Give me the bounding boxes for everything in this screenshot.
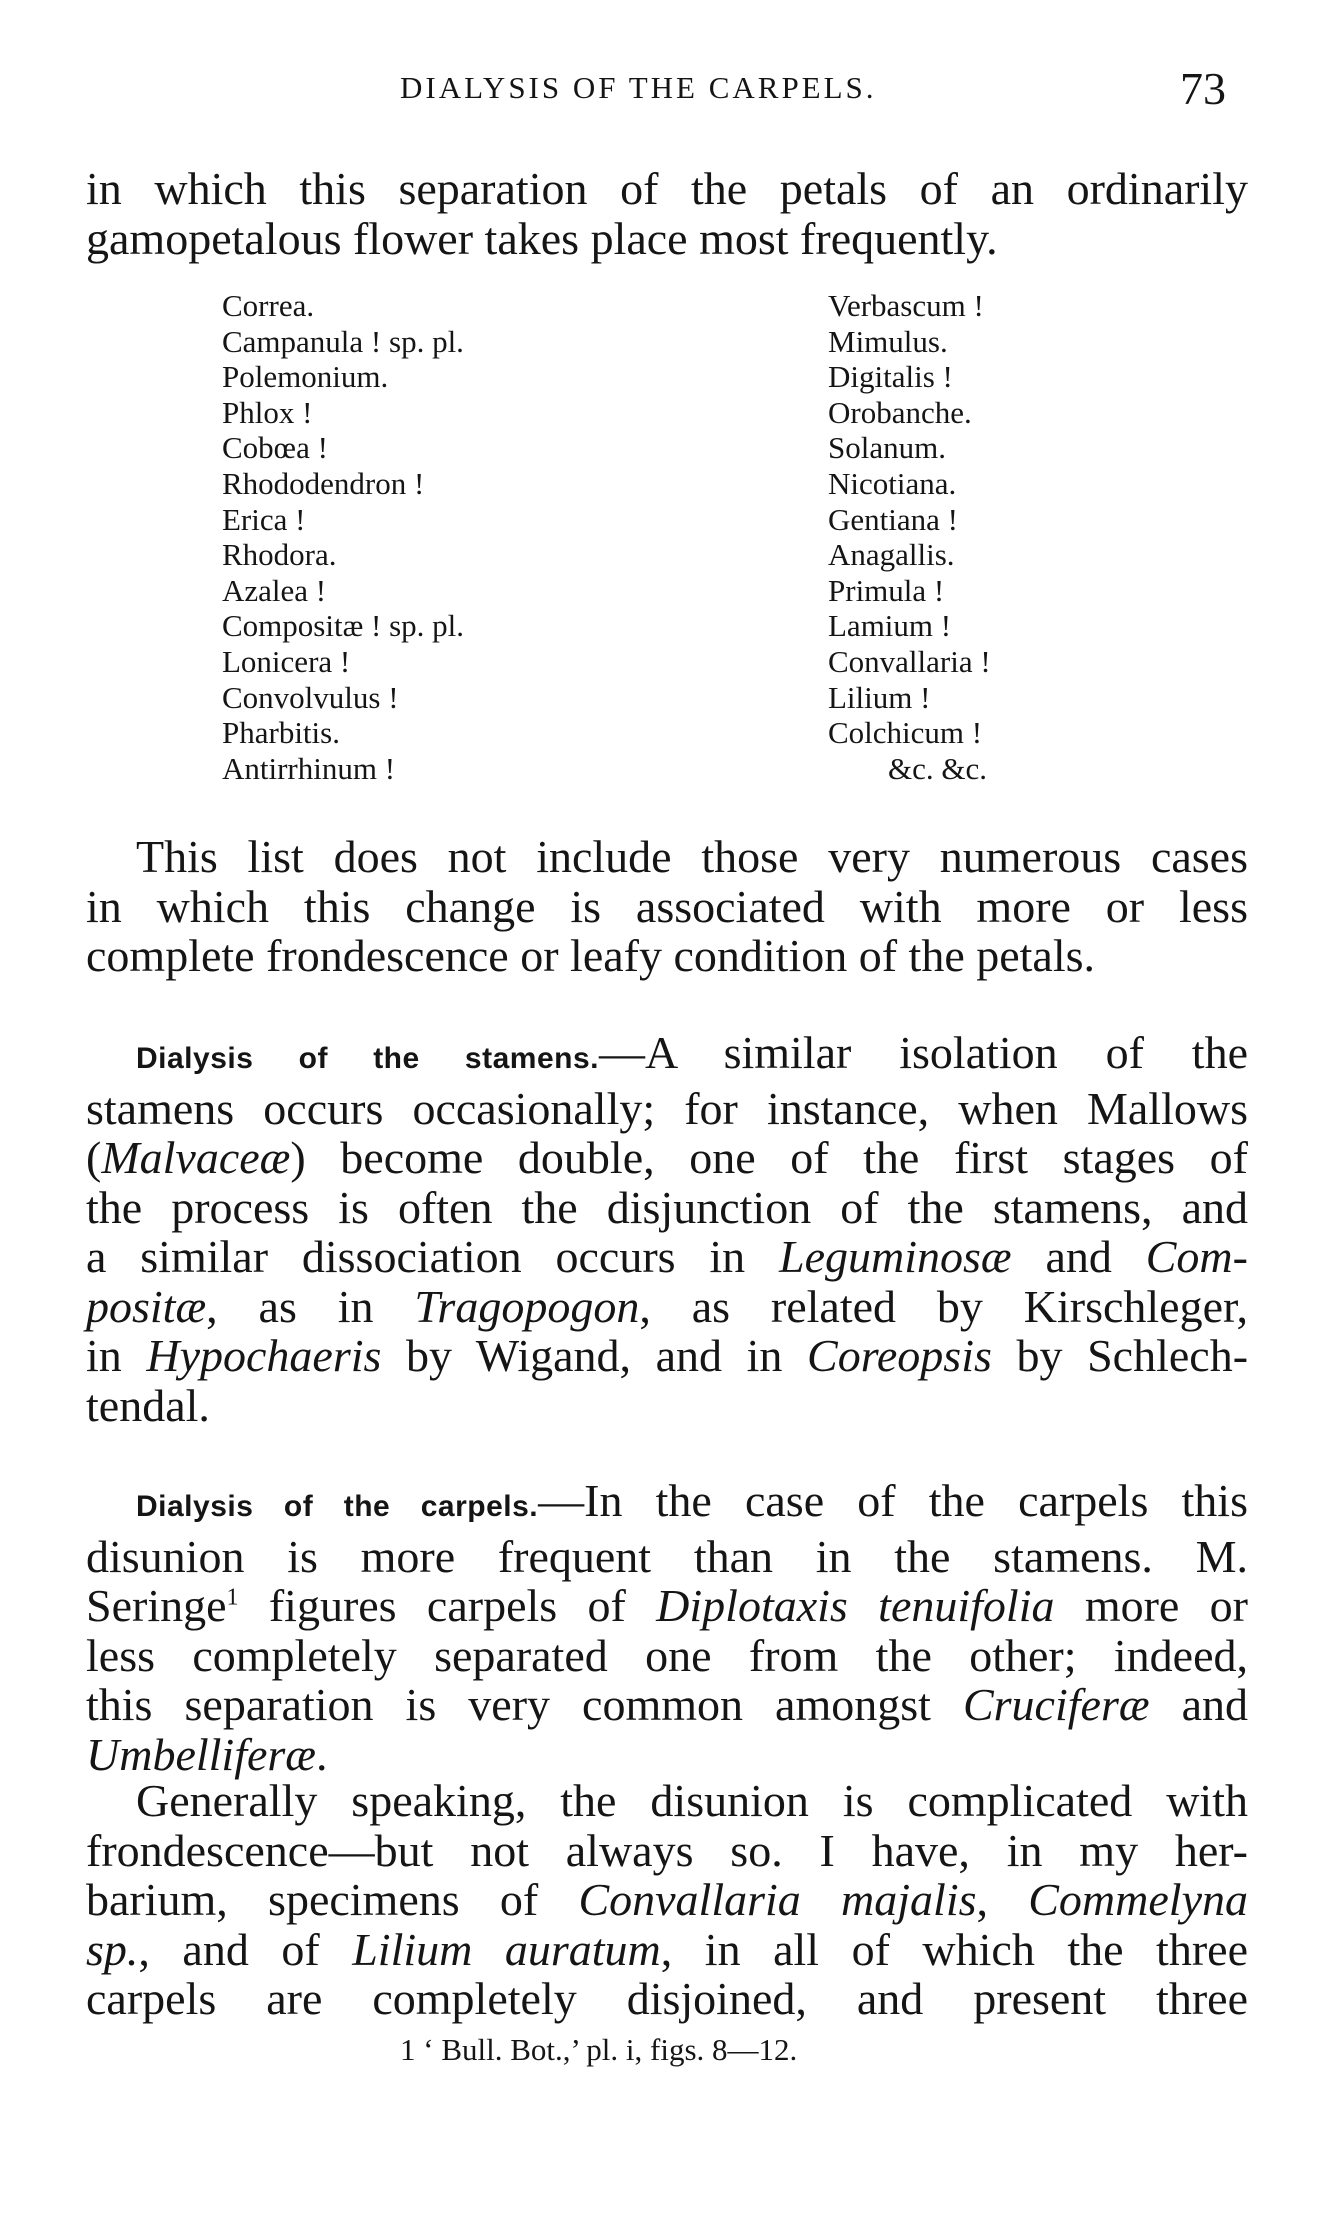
italic-term: positæ — [86, 1280, 207, 1332]
footnote-number: 1 — [400, 2032, 416, 2067]
genus-entry: Gentiana ! — [828, 501, 958, 537]
footnote-text: ‘ Bull. Bot.,’ pl. i, figs. 8—12. — [415, 2032, 798, 2067]
text-run: Seringe — [86, 1580, 227, 1631]
italic-term: Lilium auratum — [352, 1923, 661, 1975]
paragraph-line — [86, 1232, 1248, 1282]
paragraph-line — [86, 1133, 1248, 1183]
paragraph-line — [86, 1730, 1248, 1780]
italic-term: Diplotaxis tenuifolia — [656, 1580, 1055, 1631]
paragraph-line: less completely separated one from the other; indeed, — [86, 1629, 1248, 1681]
genus-entry: Azalea ! — [222, 572, 327, 608]
genus-entry: Orobanche. — [828, 394, 972, 430]
paragraph-line — [86, 1875, 1248, 1925]
genus-entry: Campanula ! sp. pl. — [222, 323, 464, 359]
paragraph-line: Generally speaking, the disunion is complicated with — [136, 1775, 1248, 1826]
text-run: in — [86, 1330, 147, 1381]
text-run: —A similar isolation of the — [599, 1027, 1248, 1078]
genus-entry: Primula ! — [828, 572, 945, 608]
genus-entry: Mimulus. — [828, 323, 948, 359]
paragraph-line — [86, 1282, 1248, 1332]
genus-entry: Lamium ! — [828, 608, 952, 644]
genus-entry: Correa. — [222, 288, 315, 323]
italic-term: Umbelliferæ — [86, 1728, 316, 1780]
italic-term: Coreopsis — [807, 1330, 992, 1381]
text-run: by Schlech- — [991, 1330, 1249, 1381]
paragraph-line — [86, 1581, 1248, 1631]
text-run: a similar dissociation occurs in — [86, 1231, 780, 1282]
genus-entry: Digitalis ! — [828, 359, 953, 395]
genus-entry: Antirrhinum ! — [222, 750, 396, 786]
genus-entry: Pharbitis. — [222, 715, 340, 751]
genus-entry: Erica ! — [222, 501, 306, 537]
disunion-paragraph — [86, 1776, 1248, 2024]
stamens-paragraph — [86, 1028, 1248, 1430]
italic-term: Commelyna — [1028, 1874, 1248, 1925]
text-run: , as related by Kirschleger, — [639, 1280, 1248, 1332]
paragraph-line: tendal. — [86, 1379, 210, 1431]
text-run: barium, specimens of — [86, 1874, 579, 1925]
text-run: , in all of which the three — [660, 1923, 1248, 1975]
genus-entry: Anagallis. — [828, 537, 955, 573]
paragraph-line: in which this change is associated with more or less — [86, 880, 1248, 932]
genus-entry: Rhododendron ! — [222, 465, 425, 501]
text-run: , — [976, 1874, 1029, 1925]
genus-entry: Cobœa ! — [222, 430, 328, 466]
italic-term: sp. — [86, 1923, 139, 1975]
paragraph-line: complete frondescence or leafy condition of the petals. — [86, 930, 1096, 981]
genus-entry: Polemonium. — [222, 359, 389, 395]
italic-term: Leguminosæ — [779, 1231, 1012, 1282]
text-run: , as in — [206, 1280, 415, 1332]
genera-list-left — [222, 288, 464, 786]
etc-entry: &c. &c. — [888, 750, 987, 786]
intro-paragraph — [86, 164, 1248, 263]
list-note-paragraph — [86, 832, 1248, 981]
italic-term: Com- — [1145, 1231, 1248, 1282]
genus-entry: Convallaria ! — [828, 643, 991, 679]
paragraph-line: This list does not include those very numerous cases — [136, 831, 1248, 882]
genus-entry: Nicotiana. — [828, 465, 957, 501]
running-title: DIALYSIS OF THE CARPELS. — [400, 70, 877, 105]
paragraph-line: the process is often the disjunction of the stamens, and — [86, 1181, 1248, 1233]
paragraph-line — [86, 1028, 1248, 1084]
text-run: by Wigand, and in — [381, 1330, 808, 1381]
stamens-sidehead: Dialysis of the stamens. — [136, 1042, 599, 1075]
genera-list-right — [828, 288, 991, 786]
genus-entry: Convolvulus ! — [222, 679, 399, 715]
intro-line: gamopetalous flower takes place most frequently. — [86, 212, 998, 264]
genus-entry: Verbascum ! — [828, 288, 984, 323]
italic-term: Malvaceæ — [101, 1132, 291, 1183]
genus-entry: Colchicum ! — [828, 715, 983, 751]
genus-entry: Phlox ! — [222, 394, 313, 430]
paragraph-line — [86, 1925, 1248, 1975]
text-run: ( — [86, 1132, 102, 1183]
page-number: 73 — [1180, 63, 1226, 114]
text-run: and — [1149, 1679, 1248, 1730]
paragraph-line — [86, 1680, 1248, 1730]
genus-entry: Rhodora. — [222, 537, 337, 573]
paragraph-line — [86, 1476, 1248, 1532]
paragraph-line: frondescence—but not always so. I have, in my her- — [86, 1824, 1248, 1876]
genus-entry: Solanum. — [828, 430, 946, 466]
text-run: ) become double, one of the first stages of — [290, 1132, 1248, 1183]
text-run: figures carpels of — [238, 1580, 657, 1631]
italic-term: Tragopogon — [414, 1280, 640, 1332]
carpels-sidehead: Dialysis of the carpels. — [136, 1490, 539, 1523]
text-run: . — [315, 1728, 328, 1780]
text-run: more or — [1054, 1580, 1248, 1631]
footnote — [400, 2032, 797, 2068]
paragraph-line: carpels are completely disjoined, and present three — [86, 1973, 1248, 2024]
italic-term: Cruciferæ — [962, 1679, 1150, 1730]
text-run: this separation is very common amongst — [86, 1679, 963, 1730]
text-run: —In the case of the carpels this — [538, 1475, 1248, 1526]
genus-entry: Lonicera ! — [222, 643, 351, 679]
text-run: , and of — [138, 1923, 353, 1975]
footnote-marker: 1 — [226, 1584, 239, 1611]
italic-term: Hypochaeris — [146, 1330, 382, 1381]
paragraph-line: stamens occurs occasionally; for instance, when Mallows — [86, 1082, 1248, 1134]
genus-entry: Compositæ ! sp. pl. — [222, 608, 465, 644]
carpels-paragraph — [86, 1476, 1248, 1779]
paragraph-line: disunion is more frequent than in the stamens. M. — [86, 1530, 1248, 1582]
genus-entry: Lilium ! — [828, 679, 931, 715]
paragraph-line — [86, 1331, 1248, 1381]
intro-line: in which this separation of the petals of an ordinarily — [86, 163, 1248, 214]
text-run: and — [1011, 1231, 1146, 1282]
italic-term: Convallaria majalis — [578, 1874, 977, 1925]
